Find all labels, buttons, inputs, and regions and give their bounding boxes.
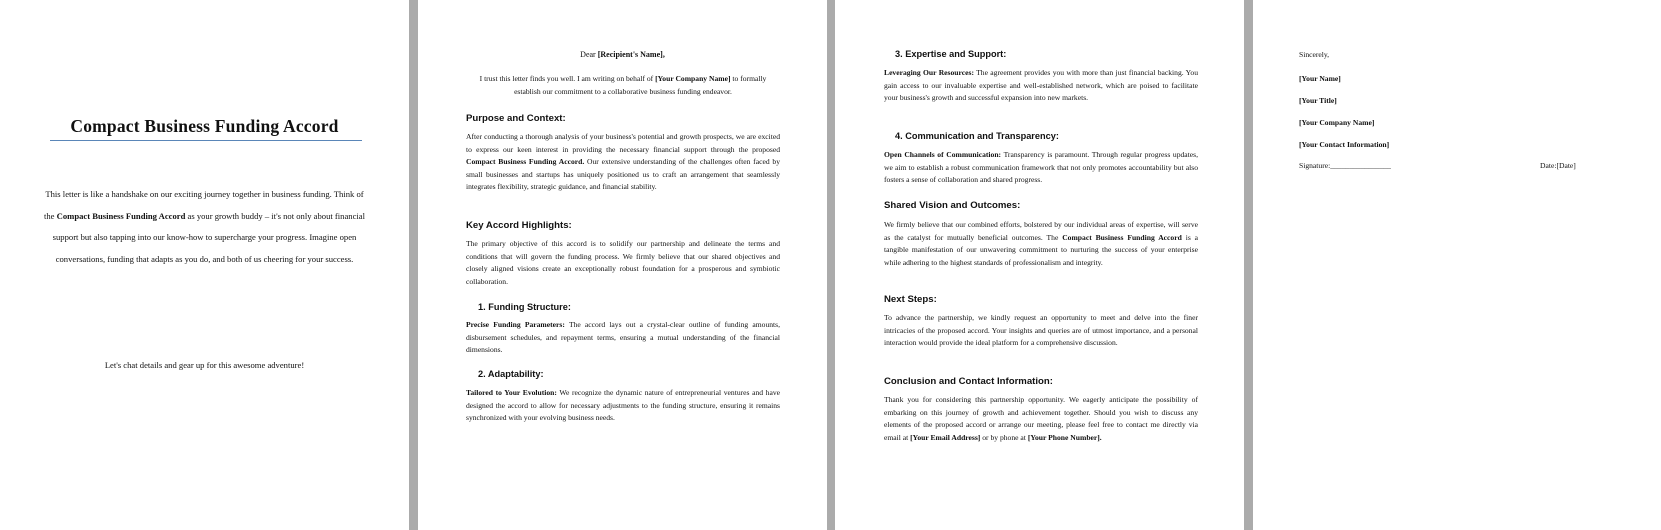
purpose-text-pre: After conducting a thorough analysis of your business's potential and growth prospects, we are excited to express our keen interest in providing the necessary financial support through the proposed [466, 132, 780, 154]
funding-structure-heading: 1. Funding Structure: [478, 302, 571, 312]
document-page-2 [418, 0, 827, 530]
opening-text-pre: I trust this letter finds you well. I am writing on behalf of [479, 74, 654, 83]
purpose-paragraph [466, 131, 780, 194]
expertise-paragraph [884, 67, 1198, 105]
next-steps-heading: Next Steps: [884, 294, 937, 305]
sincerely-text: Sincerely, [1299, 50, 1330, 59]
next-steps-paragraph: To advance the partnership, we kindly request an opportunity to meet and delve into the finer intricacies of the proposed accord. Your insights and queries are of utmost importance, and a personal interaction would provide the ideal platform for a comprehensive discussion. [884, 313, 1198, 348]
intro-paragraph [42, 184, 367, 270]
your-name: [Your Name] [1299, 74, 1341, 83]
funding-structure-paragraph [466, 319, 780, 357]
purpose-text-post: Our extensive understanding of the challenges often faced by small businesses and startups has uniquely positioned us to craft an arrangement that seamlessly integrates flexibility, strategic guidance, and financial stability. [466, 157, 780, 192]
adaptability-label: Tailored to Your Evolution: [466, 388, 557, 397]
conclusion-heading: Conclusion and Contact Information: [884, 376, 1053, 387]
signature-line: Signature:________________ [1299, 161, 1391, 170]
conclusion-paragraph [884, 394, 1198, 444]
document-title: Compact Business Funding Accord [70, 116, 339, 136]
opening-text-post: to formally establish our commitment to a collaborative business funding endeavor. [514, 74, 767, 96]
communication-label: Open Channels of Communication: [884, 150, 1002, 159]
shared-vision-paragraph [884, 219, 1198, 269]
title-underline [50, 140, 362, 141]
conclusion-text-pre: Thank you for considering this partnership opportunity. We eagerly anticipate the possibility of embarking on this journey of growth and achievement together. Should you wish to discuss any elements of the proposed accord or arrange our meeting, please feel free to contact me directly via email at [884, 395, 1198, 442]
communication-paragraph [884, 149, 1198, 187]
shared-vision-text-post: is a tangible manifestation of our unwavering commitment to nurturing the success of your enterprise while adhering to the highest standards of professionalism and integrity. [884, 232, 1199, 267]
your-phone-number: [Your Phone Number]. [1027, 432, 1102, 442]
funding-structure-text: The accord lays out a crystal-clear outline of funding amounts, disbursement schedules, and repayment terms, ensuring a mutual understanding of the financial dimensions. [466, 320, 781, 355]
adaptability-text: We recognize the dynamic nature of entrepreneurial ventures and have designed the accord to allow for necessary adjustments to the funding structure, ensuring it remains synchronized with your evolving business needs. [466, 388, 780, 423]
key-highlights-heading: Key Accord Highlights: [466, 220, 572, 231]
shared-vision-heading: Shared Vision and Outcomes: [884, 200, 1021, 211]
signer-company-name: [Your Company Name] [1299, 118, 1375, 127]
recipient-name: [Recipient's Name], [597, 50, 665, 59]
shared-vision-text-pre: We firmly believe that our combined efforts, bolstered by our individual areas of expertise, will serve as the catalyst for mutually beneficial outcomes. The [884, 220, 1198, 242]
communication-heading: 4. Communication and Transparency: [895, 131, 1059, 141]
shared-vision-accord-name: Compact Business Funding Accord [1062, 232, 1182, 242]
your-title: [Your Title] [1299, 96, 1337, 105]
adaptability-paragraph [466, 387, 780, 425]
adaptability-heading: 2. Adaptability: [478, 369, 544, 379]
opening-paragraph [468, 73, 778, 98]
key-highlights-paragraph: The primary objective of this accord is to solidify our partnership and delineate the terms and conditions that will govern the funding process. We firmly believe that our shared objectives and closely aligned visions create an exceptionally robust foundation for a prosperous and symbiotic collaboration. [466, 239, 780, 286]
closing-line: Let's chat details and gear up for this awesome adventure! [104, 360, 305, 370]
intro-text-post: as your growth buddy – it's not only about financial support but also tapping into our know-how to supercharge your progress. Imagine open conversations, funding that adapts as you do, and both of us cheering for your success. [52, 210, 365, 264]
purpose-accord-name: Compact Business Funding Accord. [466, 157, 585, 167]
your-contact-information: [Your Contact Information] [1299, 140, 1390, 149]
your-email-address: [Your Email Address] [910, 432, 981, 442]
intro-accord-name: Compact Business Funding Accord [56, 210, 186, 221]
document-page-3 [835, 0, 1244, 530]
document-page-1 [0, 0, 409, 530]
expertise-label: Leveraging Our Resources: [884, 68, 974, 77]
intro-text-pre: This letter is like a handshake on our exciting journey together in business funding. Think of the [44, 189, 364, 221]
funding-parameters-label: Precise Funding Parameters: [466, 320, 565, 329]
salutation-text: Dear [580, 50, 596, 59]
expertise-heading: 3. Expertise and Support: [895, 49, 1007, 59]
date-line: Date:[Date] [1540, 161, 1576, 170]
expertise-text: The agreement provides you with more than just financial backing. You gain access to our invaluable expertise and well-established network, which are poised to facilitate your business's growth and successful expansion into new markets. [884, 68, 1198, 103]
document-page-4 [1253, 0, 1661, 530]
purpose-heading: Purpose and Context: [466, 113, 566, 124]
conclusion-text-mid: or by phone at [982, 432, 1026, 442]
salutation [418, 50, 827, 59]
communication-text: Transparency is paramount. Through regular progress updates, we aim to establish a robust communication framework that not only promotes accountability but also fosters a sense of collaboration and shared progress. [884, 150, 1198, 185]
your-company-name: [Your Company Name] [655, 74, 731, 83]
